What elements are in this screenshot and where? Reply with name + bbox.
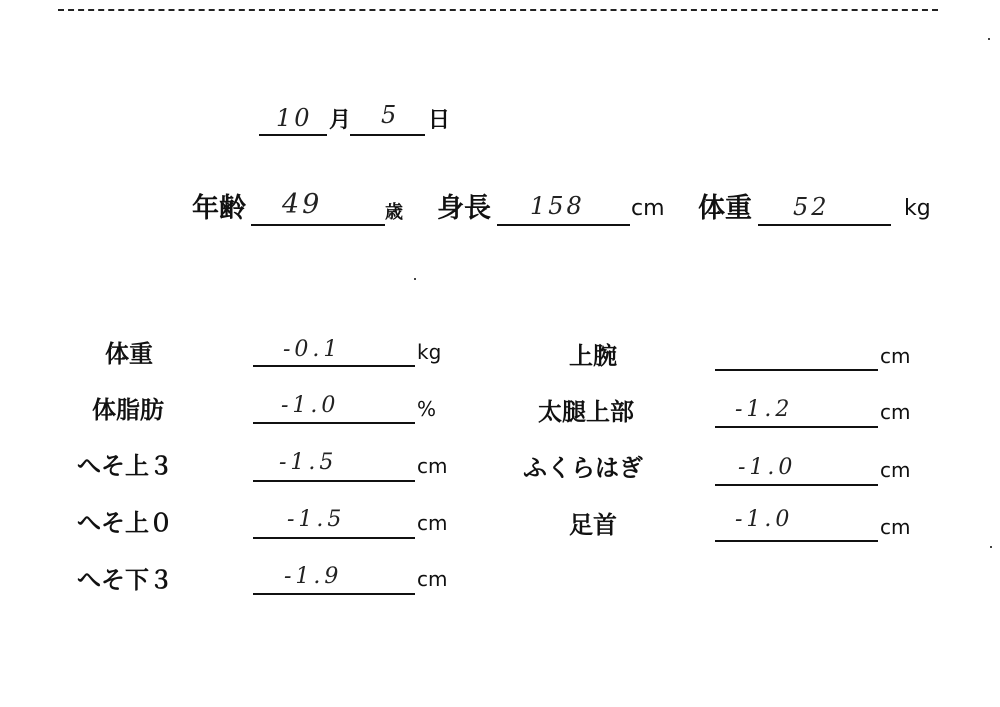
measure-label: 体脂肪 xyxy=(92,396,164,424)
measure-label: 上腕 xyxy=(569,342,617,370)
weight-label: 体重 xyxy=(698,193,752,224)
measure-unit: cm xyxy=(880,400,911,424)
measure-unit: kg xyxy=(417,340,442,364)
measure-label: へそ下３ xyxy=(77,566,173,594)
height-underline xyxy=(497,224,630,226)
day-underline xyxy=(350,134,425,136)
month-underline xyxy=(259,134,327,136)
day-value: 5 xyxy=(381,101,400,129)
measure-underline xyxy=(715,484,878,486)
month-label: 月 xyxy=(329,108,352,133)
scan-speck xyxy=(988,38,990,40)
measure-underline xyxy=(253,480,415,482)
age-underline xyxy=(251,224,385,226)
measure-value: -1.0 xyxy=(738,455,797,480)
measure-unit: cm xyxy=(417,567,448,591)
measure-value: -1.0 xyxy=(281,393,340,418)
measure-underline xyxy=(253,537,415,539)
measure-value: -1.5 xyxy=(279,450,338,475)
measure-label: 足首 xyxy=(569,511,617,539)
age-value: 49 xyxy=(282,189,323,220)
measure-underline xyxy=(715,369,878,371)
measure-unit: cm xyxy=(880,458,911,482)
measure-unit: % xyxy=(417,397,437,421)
age-unit: 歳 xyxy=(385,202,403,223)
measure-underline xyxy=(715,540,878,542)
measure-value: -0.1 xyxy=(283,337,342,362)
measure-value: -1.9 xyxy=(284,564,343,589)
month-value: 10 xyxy=(276,104,313,132)
scan-speck xyxy=(990,546,992,548)
measure-unit: cm xyxy=(880,344,911,368)
measure-unit: cm xyxy=(417,511,448,535)
weight-value: 52 xyxy=(793,193,830,221)
measure-label: ふくらはぎ xyxy=(523,454,643,482)
age-label: 年齢 xyxy=(192,193,246,224)
measure-unit: cm xyxy=(880,515,911,539)
measure-unit: cm xyxy=(417,454,448,478)
measure-underline xyxy=(253,593,415,595)
measure-value: -1.0 xyxy=(735,507,794,532)
height-value: 158 xyxy=(530,192,585,220)
measure-label: 太腿上部 xyxy=(538,398,634,426)
measure-underline xyxy=(715,426,878,428)
measure-value: -1.5 xyxy=(287,507,346,532)
height-unit: cm xyxy=(631,196,665,221)
dashed-cut-line xyxy=(58,9,938,11)
measure-label: へそ上０ xyxy=(77,509,173,537)
scan-speck xyxy=(414,278,416,280)
weight-underline xyxy=(758,224,891,226)
day-label: 日 xyxy=(428,108,451,133)
measure-value: -1.2 xyxy=(735,397,794,422)
measure-underline xyxy=(253,422,415,424)
measure-label: 体重 xyxy=(105,340,153,368)
measure-label: へそ上３ xyxy=(77,452,173,480)
height-label: 身長 xyxy=(437,193,491,224)
weight-unit: kg xyxy=(904,196,931,221)
measure-underline xyxy=(253,365,415,367)
